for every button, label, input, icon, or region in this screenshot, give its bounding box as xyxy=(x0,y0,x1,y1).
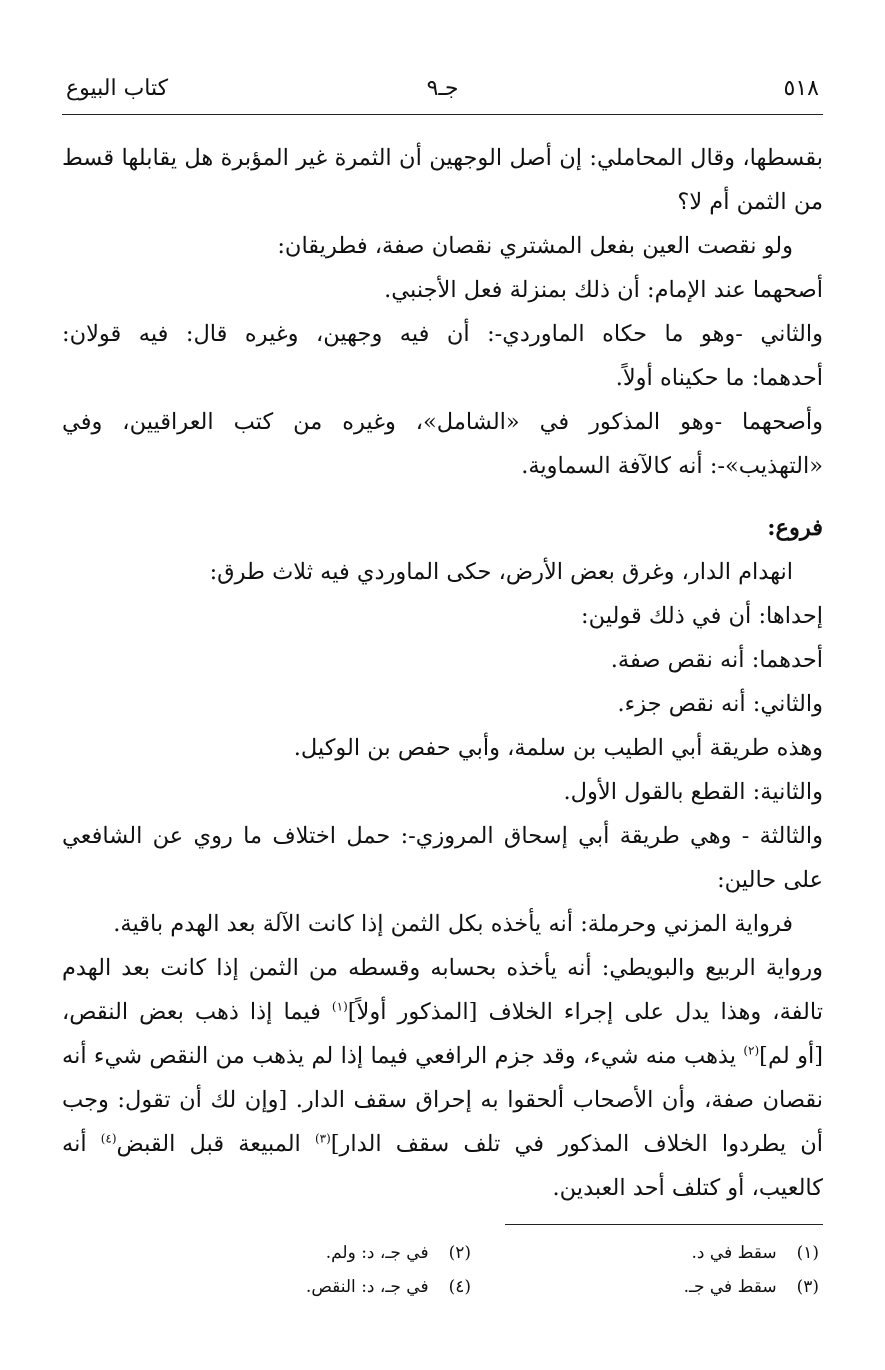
volume-label: جـ٩ xyxy=(426,76,459,101)
text-line xyxy=(62,990,823,1034)
text-line: ولو نقصت العين بفعل المشتري نقصان صفة، فطريقان: xyxy=(277,233,793,259)
footnotes xyxy=(62,1236,823,1304)
text-line: والثاني -وهو ما حكاه الماوردي-: أن فيه وجهين، وغيره قال: فيه قولان: xyxy=(62,321,823,347)
text-line: «التهذيب»-: أنه كالآفة السماوية. xyxy=(521,453,823,479)
text-line: بقسطها، وقال المحاملي: إن أصل الوجهين أن الثمرة غير المؤبرة هل يقابلها قسط xyxy=(62,145,823,171)
footnote-item: (٤)في جـ، د: النقص. xyxy=(305,1277,471,1297)
text-segment: أنه xyxy=(62,1131,87,1157)
text-line: والثالثة - وهي طريقة أبي إسحاق المروزي-: حمل اختلاف ما روي عن الشافعي xyxy=(62,823,823,849)
text-line: والثاني: أنه نقص جزء. xyxy=(617,691,823,717)
text-segment: تالفة، وهذا يدل على إجراء الخلاف [المذكور أولاً] xyxy=(347,999,823,1025)
text-segment: [أو لم] xyxy=(759,1043,823,1069)
text-line: فرواية المزني وحرملة: أنه يأخذه بكل الثمن إذا كانت الآلة بعد الهدم باقية. xyxy=(113,911,793,937)
text-line: أحدهما: ما حكيناه أولاً. xyxy=(615,365,823,391)
text-line xyxy=(62,1122,823,1166)
text-line: وهذه طريقة أبي الطيب بن سلمة، وأبي حفص بن الوكيل. xyxy=(293,735,823,761)
text-line: انهدام الدار، وغرق بعض الأرض، حكى الماوردي فيه ثلاث طرق: xyxy=(209,559,793,585)
text-line: والثانية: القطع بالقول الأول. xyxy=(563,779,823,805)
footnote-divider xyxy=(505,1224,823,1225)
text-line: من الثمن أم لا؟ xyxy=(677,189,823,215)
page-header xyxy=(62,74,823,115)
text-line: على حالين: xyxy=(717,867,823,893)
footnote-mark: (٢) xyxy=(743,1043,760,1058)
text-line: وأصحهما -وهو المذكور في «الشامل»، وغيره من كتب العراقيين، وفي xyxy=(62,409,823,435)
page-number: ٥١٨ xyxy=(783,76,819,101)
text-segment: المبيعة قبل القبض xyxy=(116,1131,301,1157)
text-line: نقصان صفة، وأن الأصحاب ألحقوا به إحراق سقف الدار. [وإن لك أن تقول: وجب xyxy=(62,1087,823,1113)
footnote-mark: (٣) xyxy=(314,1131,331,1146)
text-line: إحداها: أن في ذلك قولين: xyxy=(581,603,823,629)
text-line: ورواية الربيع والبويطي: أنه يأخذه بحسابه وقسطه من الثمن إذا كانت بعد الهدم xyxy=(62,955,823,981)
section-heading: فروع: xyxy=(767,515,823,541)
text-line: أصحهما عند الإمام: أن ذلك بمنزلة فعل الأجنبي. xyxy=(384,277,823,303)
text-line: كالعيب، أو كتلف أحد العبدين. xyxy=(552,1175,823,1201)
text-segment: أن يطردوا الخلاف المذكور في تلف سقف الدار] xyxy=(330,1131,823,1157)
footnote-mark: (١) xyxy=(331,999,348,1014)
text-line: أحدهما: أنه نقص صفة. xyxy=(610,647,823,673)
text-line xyxy=(62,1034,823,1078)
footnote-item: (١)سقط في د. xyxy=(691,1243,819,1263)
text-segment: فيما إذا ذهب بعض النقص، xyxy=(62,999,321,1025)
book-title: كتاب البيوع xyxy=(66,76,169,101)
footnote-item: (٢)في جـ، د: ولم. xyxy=(325,1243,471,1263)
main-text xyxy=(62,136,823,1210)
text-segment: يذهب منه شيء، وقد جزم الرافعي فيما إذا لم يذهب من النقص شيء أنه xyxy=(62,1043,737,1069)
footnote-mark: (٤) xyxy=(100,1131,117,1146)
footnote-item: (٣)سقط في جـ. xyxy=(683,1277,819,1297)
